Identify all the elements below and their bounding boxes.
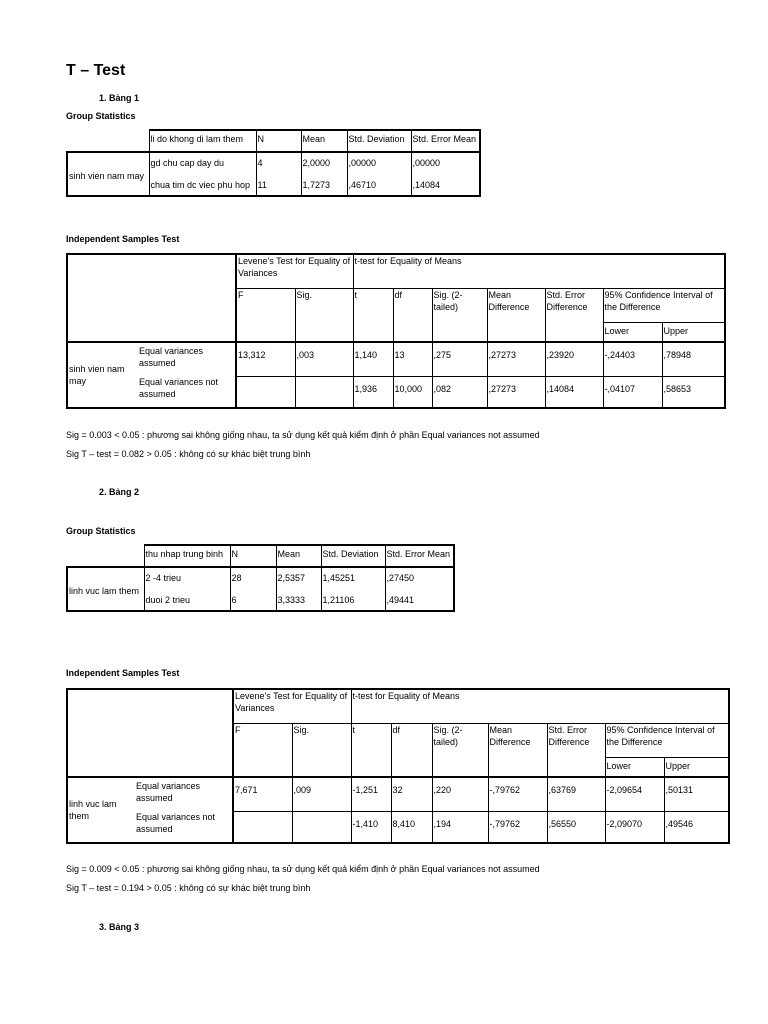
table-cell: ,23920 [545,342,603,376]
col-header: Std. Deviation [321,545,385,567]
table-cell: ,58653 [662,376,725,408]
col-header: Mean Difference [488,723,547,777]
table-cell [233,811,292,843]
ttest-header: t-test for Equality of Means [351,689,729,723]
levene-header: Levene's Test for Equality of Variances [233,689,351,723]
col-header: Std. Error Difference [547,723,605,777]
table-cell: 2 -4 trieu [144,567,230,590]
table-cell: 1,21106 [321,590,385,611]
col-header-upper: Upper [664,757,729,777]
ind-test-table-2 [66,688,730,844]
table-cell: -1,410 [351,811,391,843]
table-cell: 1,936 [353,376,393,408]
table-header-row [67,130,480,152]
table-cell: ,56550 [547,811,605,843]
group-stats-table-2 [66,544,455,612]
col-header: Sig. (2-tailed) [432,288,487,342]
table-header-row [67,254,725,288]
table-cell: ,00000 [411,152,480,175]
table-cell: 1,140 [353,342,393,376]
section-heading-2: 2. Bảng 2 [99,487,140,497]
table-cell: ,003 [295,342,353,376]
note-1a: Sig = 0.003 < 0.05 : phương sai không giống nhau, ta sử dụng kết quả kiểm định ở phần Equal variances not assumed [66,430,540,440]
table-cell: -,24403 [603,342,662,376]
ttest-header: t-test for Equality of Means [353,254,725,288]
table-cell: ,275 [432,342,487,376]
table-row [67,811,729,843]
col-header-upper: Upper [662,322,725,342]
table-cell: -,79762 [488,777,547,811]
col-header: Sig. [292,723,351,777]
col-header: N [256,130,301,152]
ind-test-caption-1: Independent Samples Test [66,234,180,244]
table-cell: ,00000 [347,152,411,175]
col-header: df [393,288,432,342]
table-row [67,152,480,175]
section-heading-3: 3. Bảng 3 [99,922,140,932]
table-cell: 7,671 [233,777,292,811]
levene-header: Levene's Test for Equality of Variances [236,254,353,288]
table-cell: -2,09070 [605,811,664,843]
row-label: linh vuc lam them [67,777,135,843]
col-header: F [233,723,292,777]
table-cell: chua tim dc viec phu hop [149,175,256,196]
note-1b: Sig T – test = 0.082 > 0.05 : không có sự khác biệt trung bình [66,449,311,459]
table-cell: 6 [230,590,276,611]
table-cell: 1,7273 [301,175,347,196]
table-cell: -1,251 [351,777,391,811]
table-row [67,777,729,811]
page-title: T – Test [66,62,126,79]
table-cell: 2,0000 [301,152,347,175]
table-cell [295,376,353,408]
table-row [67,376,725,408]
table-cell: duoi 2 trieu [144,590,230,611]
group-stats-caption-2: Group Statistics [66,526,136,536]
col-header: F [236,288,295,342]
col-header: li do khong di lam them [149,130,256,152]
section-heading-1: 1. Bảng 1 [99,93,140,103]
col-header: Mean [301,130,347,152]
col-header: Sig. (2-tailed) [432,723,488,777]
col-header: Sig. [295,288,353,342]
col-header: 95% Confidence Interval of the Difference [605,723,729,757]
row-sublabel: Equal variances assumed [135,777,233,811]
row-label: linh vuc lam them [67,567,144,611]
table-cell: 11 [256,175,301,196]
table-cell: ,27273 [487,376,545,408]
table-header-row [67,689,729,723]
col-header-lower: Lower [603,322,662,342]
table-cell: ,63769 [547,777,605,811]
row-sublabel: Equal variances not assumed [138,376,236,408]
table-cell: 32 [391,777,432,811]
table-cell: gd chu cap day du [149,152,256,175]
col-header: Mean Difference [487,288,545,342]
table-cell: ,082 [432,376,487,408]
table-header-row [67,545,454,567]
table-cell: -,04107 [603,376,662,408]
col-header: Std. Error Difference [545,288,603,342]
col-header: t [353,288,393,342]
table-cell: 28 [230,567,276,590]
table-cell: 13,312 [236,342,295,376]
table-cell: 2,5357 [276,567,321,590]
table-cell: ,194 [432,811,488,843]
table-cell: ,49546 [664,811,729,843]
table-cell: 8,410 [391,811,432,843]
col-header: Mean [276,545,321,567]
ind-test-table-1 [66,253,726,409]
table-cell: 10,000 [393,376,432,408]
table-cell: -2,09654 [605,777,664,811]
table-cell [292,811,351,843]
row-sublabel: Equal variances assumed [138,342,236,376]
row-sublabel: Equal variances not assumed [135,811,233,843]
table-cell: ,220 [432,777,488,811]
col-header: Std. Error Mean [385,545,454,567]
col-header: df [391,723,432,777]
col-header: Std. Deviation [347,130,411,152]
group-stats-caption-1: Group Statistics [66,111,136,121]
table-cell: 1,45251 [321,567,385,590]
note-2a: Sig = 0.009 < 0.05 : phương sai không giống nhau, ta sử dụng kết quả kiểm định ở phần Equal variances not assumed [66,864,540,874]
table-cell: -,79762 [488,811,547,843]
table-cell: ,46710 [347,175,411,196]
table-cell: ,009 [292,777,351,811]
col-header: t [351,723,391,777]
table-row [67,567,454,590]
table-cell [236,376,295,408]
col-header: 95% Confidence Interval of the Difference [603,288,725,322]
col-header: thu nhap trung binh [144,545,230,567]
group-stats-table-1 [66,129,481,197]
col-header: Std. Error Mean [411,130,480,152]
table-cell: ,14084 [411,175,480,196]
ind-test-caption-2: Independent Samples Test [66,668,180,678]
table-cell: 3,3333 [276,590,321,611]
table-cell: ,49441 [385,590,454,611]
row-label: sinh vien nam may [67,342,138,408]
col-header: N [230,545,276,567]
table-row [67,342,725,376]
table-cell: 13 [393,342,432,376]
table-cell: ,50131 [664,777,729,811]
table-cell: ,14084 [545,376,603,408]
table-cell: ,27450 [385,567,454,590]
table-cell: 4 [256,152,301,175]
table-cell: ,78948 [662,342,725,376]
row-label: sinh vien nam may [67,152,149,196]
table-cell: ,27273 [487,342,545,376]
col-header-lower: Lower [605,757,664,777]
note-2b: Sig T – test = 0.194 > 0.05 : không có sự khác biệt trung bình [66,883,311,893]
